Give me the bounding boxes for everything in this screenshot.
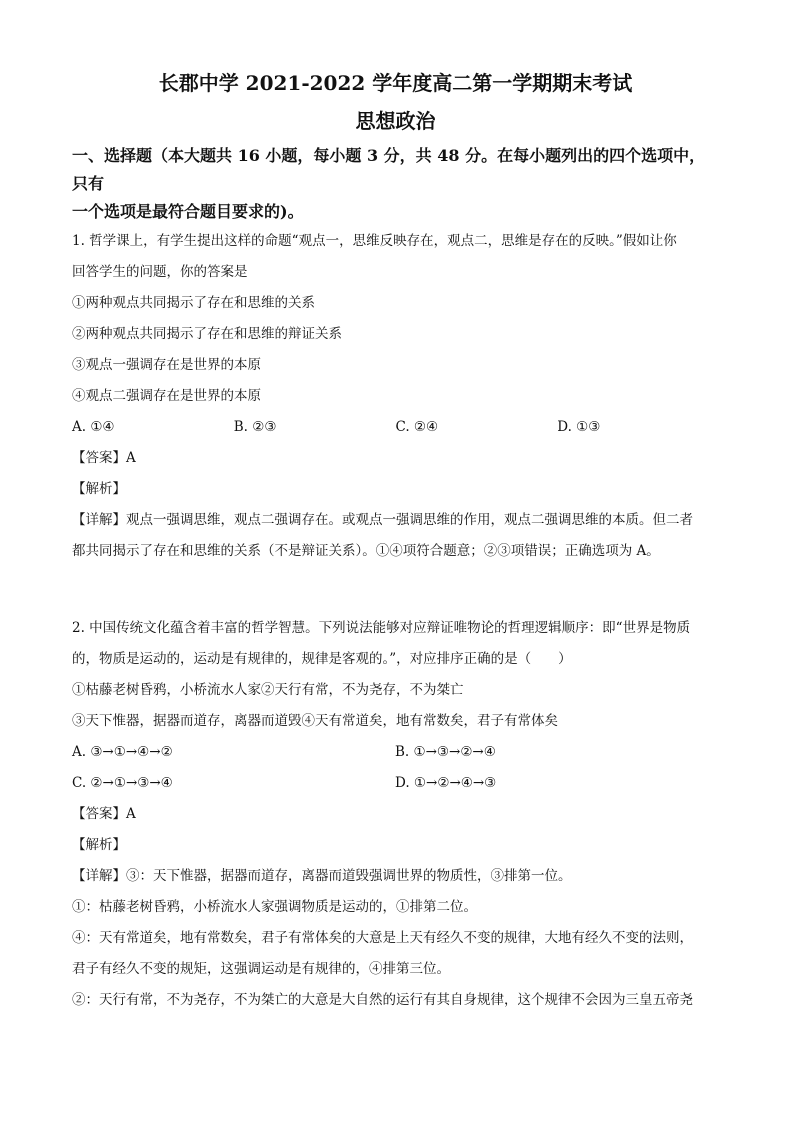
q2-option-a: A. ③→①→④→② xyxy=(72,744,173,760)
q1-detail-line2: 都共同揭示了存在和思维的关系（不是辩证关系）。①④项符合题意；②③项错误；正确选项为 A。 xyxy=(72,543,660,559)
q2-detail-line3: ④：天有常道矣，地有常数矣，君子有常体矣的大意是上天有经久不变的规律，大地有经久不变的法则， xyxy=(72,930,693,946)
q2-item-line1: ①枯藤老树昏鸦，小桥流水人家②天行有常，不为尧存，不为桀亡 xyxy=(72,682,464,698)
q1-item-1: ①两种观点共同揭示了存在和思维的关系 xyxy=(72,295,315,311)
q2-options-row2 xyxy=(72,768,719,799)
question-2 xyxy=(72,613,719,1016)
q2-answer: 【答案】A xyxy=(72,806,136,822)
q1-stem-line1: 1. 哲学课上，有学生提出这样的命题“观点一，思维反映存在，观点二，思维是存在的反映。”假如让你 xyxy=(72,233,677,249)
q2-detail-line5: ②：天行有常，不为尧存，不为桀亡的大意是大自然的运行有其自身规律，这个规律不会因为三皇五帝尧 xyxy=(72,992,693,1008)
q1-option-c: C. ②④ xyxy=(395,419,439,435)
q2-option-d: D. ①→②→④→③ xyxy=(395,775,497,791)
q2-options-row1 xyxy=(72,737,719,768)
q2-analysis-label: 【解析】 xyxy=(72,837,126,853)
q2-stem-line2: 的，物质是运动的，运动是有规律的，规律是客观的。”，对应排序正确的是（ ） xyxy=(72,651,572,667)
q2-item-line2: ③天下惟器，据器而道存，离器而道毁④天有常道矣，地有常数矣，君子有常体矣 xyxy=(72,713,558,729)
q1-item-4: ④观点二强调存在是世界的本原 xyxy=(72,388,261,404)
q1-analysis-label: 【解析】 xyxy=(72,481,126,497)
q2-option-c: C. ②→①→③→④ xyxy=(72,775,173,791)
q2-option-b: B. ①→③→②→④ xyxy=(395,744,496,760)
q1-item-2: ②两种观点共同揭示了存在和思维的辩证关系 xyxy=(72,326,342,342)
q1-item-3: ③观点一强调存在是世界的本原 xyxy=(72,357,261,373)
q2-stem-line1: 2. 中国传统文化蕴含着丰富的哲学智慧。下列说法能够对应辩证唯物论的哲理逻辑顺序：即“世界是物质 xyxy=(72,620,691,636)
exam-subject: 思想政治 xyxy=(355,109,436,133)
q1-option-a: A. ①④ xyxy=(72,419,115,435)
section-heading xyxy=(72,142,719,226)
section-heading-line2: 一个选项是最符合题目要求的)。 xyxy=(72,202,304,221)
exam-title: 长郡中学 2021-2022 学年度高二第一学期期末考试 xyxy=(158,71,633,95)
q2-detail-line2: ①：枯藤老树昏鸦，小桥流水人家强调物质是运动的，①排第二位。 xyxy=(72,899,477,915)
q1-options xyxy=(72,412,719,443)
question-1 xyxy=(72,226,719,567)
q1-stem-line2: 回答学生的问题，你的答案是 xyxy=(72,264,248,280)
section-heading-line1: 一、选择题（本大题共 16 小题，每小题 3 分，共 48 分。在每小题列出的四个选项中，只有 xyxy=(72,146,706,193)
q1-option-b: B. ②③ xyxy=(233,419,277,435)
q2-detail-line4: 君子有经久不变的规矩，这强调运动是有规律的，④排第三位。 xyxy=(72,961,450,977)
question-spacer xyxy=(72,567,719,613)
q1-answer: 【答案】A xyxy=(72,450,136,466)
q2-detail-line1: 【详解】③：天下惟器，据器而道存，离器而道毁强调世界的物质性，③排第一位。 xyxy=(72,868,572,884)
q1-option-d: D. ①③ xyxy=(557,419,601,435)
q1-detail-line1: 【详解】观点一强调思维，观点二强调存在。或观点一强调思维的作用，观点二强调思维的本质。但二者 xyxy=(72,512,693,528)
